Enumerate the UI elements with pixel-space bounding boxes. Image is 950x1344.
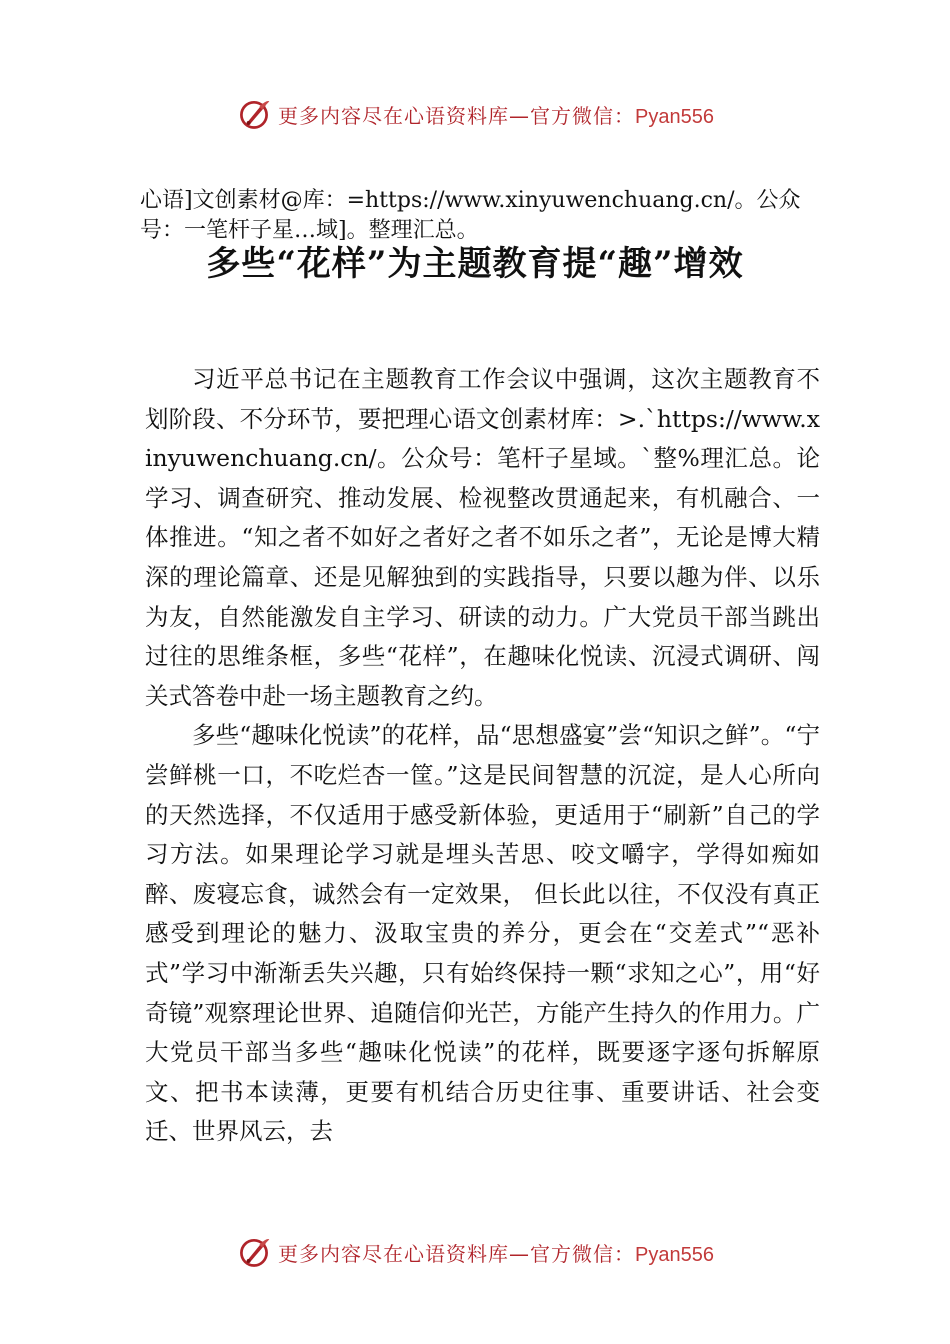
header-banner-content bbox=[236, 96, 714, 132]
source-note: 心语]文创素材@库：=https://www.xinyuwenchuang.cn/。公众号：一笔杆子星…域]。整理汇总。 bbox=[140, 188, 801, 243]
banner-text: 更多内容尽在心语资料库—官方微信：Pyan556 bbox=[278, 103, 714, 128]
paragraph-2: 多些“趣味化悦读”的花样，品“思想盛宴”尝“知识之鲜”。“宁尝鲜桃一口，不吃烂杏一筐。”这是民间智慧的沉淀，是人心所向的天然选择，不仅适用于感受新体验，更适用于“刷新”自己的学习方法。如果理论学习就是埋头苦思、咬文嚼字，学得如痴如醉、废寝忘食，诚然会有一定效果， 但长此以往，不仅没有真正感受到理论的魅力、汲取宝贵的养分，更会在“交差式”“恶补式”学习中渐渐丢失兴趣，只有始终保持一颗“求知之心”，用“好奇镜”观察理论世界、追随信仰光芒，方能产生持久的作用力。广大党员干部当多些“趣味化悦读”的花样，既要逐字逐句拆解原文、把书本读薄，更要有机结合历史往事、重要讲话、社会变迁、世界风云，去 bbox=[145, 721, 820, 1146]
banner-text: 更多内容尽在心语资料库—官方微信：Pyan556 bbox=[278, 1241, 714, 1266]
footer-banner-content bbox=[236, 1234, 714, 1270]
document-body bbox=[145, 360, 820, 1152]
quill-pen-logo-icon bbox=[236, 1234, 272, 1270]
paragraph-1: 习近平总书记在主题教育工作会议中强调，这次主题教育不划阶段、不分环节，要把理心语文创素材库：>.`https://www.xinyuwenchuang.cn/。公众号：笔杆子星域。`整%理汇总。论学习、调查研究、推动发展、检视整改贯通起来，有机融合、一体推进。“知之者不如好之者好之者不如乐之者”，无论是博大精深的理论篇章、还是见解独到的实践指导，只要以趣为伴、以乐为友，自然能激发自主学习、研读的动力。广大党员干部当跳出过往的思维条框，多些“花样”，在趣味化悦读、沉浸式调研、闯关式答卷中赴一场主题教育之约。 bbox=[145, 365, 820, 710]
document-title: 多些“花样”为主题教育提“趣”增效 bbox=[206, 244, 744, 284]
wechat-id: Pyan556 bbox=[635, 105, 714, 128]
wechat-id: Pyan556 bbox=[635, 1243, 714, 1266]
header-banner bbox=[0, 94, 950, 134]
quill-pen-logo-icon bbox=[236, 96, 272, 132]
footer-banner bbox=[0, 1232, 950, 1272]
